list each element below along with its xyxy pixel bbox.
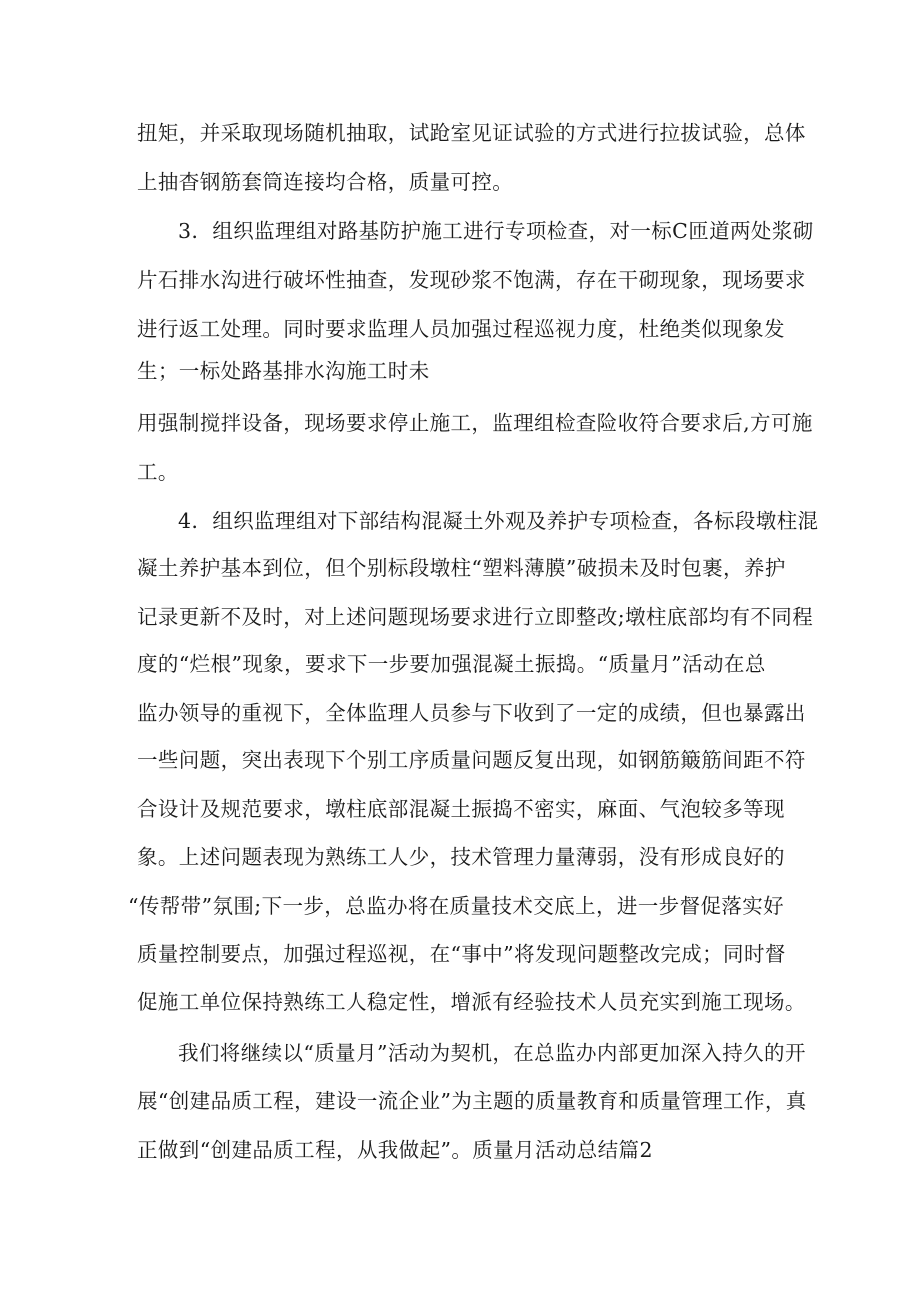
text-line: 质量控制要点，加强过程巡视，在“事中”将发现问题整改完成；同时督	[137, 942, 786, 966]
text-line: 记录更新不及时，对上述问题现场要求进行立即整改;墩柱底部均有不同程	[137, 605, 814, 629]
text-line: 促施工单位保持熟练工人稳定性，增派有经验技术人员充实到施工现场。	[137, 990, 806, 1014]
text-line: 用强制搅拌设备，现场要求停止施工，监理组检查险收符合要求后,方可施	[137, 411, 813, 435]
text-line: 3．组织监理组对路基防护施工进行专项检查，对一标C匝道两处浆砌	[178, 219, 814, 243]
text-line: 正做到“创建品质工程，从我做起”。质量月活动总结篇2	[137, 1138, 653, 1162]
text-line: 工。	[137, 460, 179, 484]
text-line: 合设计及规范要求，墩柱底部混凝土振捣不密实，麻面、气泡较多等现	[137, 797, 785, 821]
text-line: 扭矩，并采取现场随机抽取，试跄室见证试验的方式进行拉拔试验，总体	[137, 121, 806, 145]
text-line: “传帮带”氛围;下一步，总监办将在质量技术交底上，进一步督促落实好	[128, 894, 785, 918]
text-line: 上抽杳钢筋套筒连接均合格，质量可控。	[137, 170, 514, 194]
text-line: 生；一标处路基排水沟施工时未	[137, 359, 430, 383]
text-line: 4．组织监理组对下部结构混凝土外观及养护专项检查，各标段墩柱混	[178, 509, 819, 533]
text-line: 凝土养护基本到位，但个别标段墩柱“塑料薄膜”破损未及时包裹，养护	[137, 556, 786, 580]
text-line: 监办领导的重视下，全体监理人员参与下收到了一定的成绩，但也暴露出	[137, 701, 806, 725]
text-line: 进行返工处理。同时要求监理人员加强过程巡视力度，杜绝类似现象发	[137, 317, 785, 341]
text-line: 我们将继续以“质量月”活动为契机，在总监办内部更加深入持久的开	[178, 1041, 806, 1065]
text-line: 片石排水沟进行破坏性抽查，发现砂浆不饱满，存在干砌现象，现场要求	[137, 268, 806, 292]
text-line: 展“创建品质工程，建设一流企业”为主题的质量教育和质量管理工作，真	[137, 1089, 807, 1113]
text-line: 象。上述问题表现为熟练工人少，技术管理力量薄弱，没有形成良好的	[137, 845, 785, 869]
text-line: 度的“烂根”现象，要求下一步要加强混凝土振捣。“质量月”活动在总	[137, 652, 766, 676]
text-line: 一些问题，突出表现下个别工序质量问题反复出现，如钢筋簸筋间距不符	[137, 748, 806, 772]
